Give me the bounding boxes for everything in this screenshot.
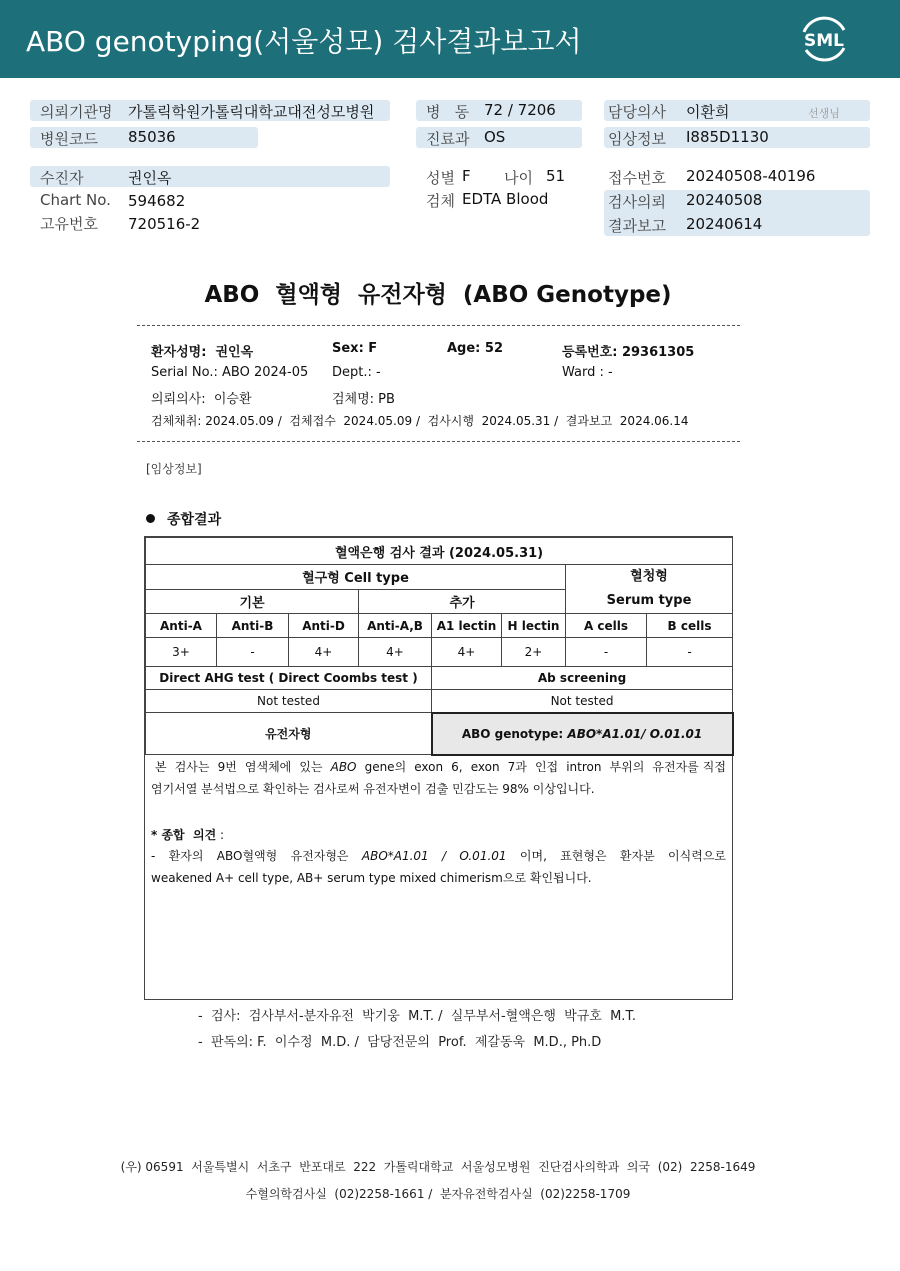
signature-testers: - 검사: 검사부서-분자유전 박기웅 M.T. / 실무부서-혈액은행 박규호 M.T. <box>198 1009 636 1024</box>
result-value: 4+ <box>432 638 502 667</box>
report-date-label: 결과보고 <box>608 217 666 235</box>
age-value: 51 <box>546 167 566 185</box>
genotype-label: 유전자형 <box>146 713 432 755</box>
signature-reviewers: - 판독의: F. 이수정 M.D. / 담당전문의 Prof. 제갈동욱 M.D., Ph.D <box>198 1035 602 1050</box>
specimen-label: 검체 <box>426 192 455 210</box>
dept-value: OS <box>484 128 506 146</box>
info-bar-patient <box>30 166 390 187</box>
opinion-text-a: - 환자의 ABO혈액형 유전자형은 <box>151 849 362 863</box>
specimen-name: 검체명: PB <box>332 392 395 407</box>
doctor-suffix: 선생님 <box>808 107 840 120</box>
result-value: 4+ <box>289 638 359 667</box>
clinical-value: I885D1130 <box>686 128 769 146</box>
basic-header: 기본 <box>146 589 359 614</box>
department: Dept.: - <box>332 365 381 380</box>
column-header: B cells <box>647 614 733 638</box>
report-date-value: 20240614 <box>686 215 763 233</box>
serum-type-header <box>566 565 733 614</box>
patient-age: Age: 52 <box>447 341 503 356</box>
age-label: 나이 <box>504 169 533 187</box>
result-value: - <box>566 638 647 667</box>
patient-label: 수진자 <box>40 169 84 187</box>
patient-name: 환자성명: 권인옥 <box>151 345 254 360</box>
blood-bank-results-table <box>145 537 734 756</box>
patient-sex: Sex: F <box>332 341 378 356</box>
result-value: - <box>647 638 733 667</box>
result-value: - <box>217 638 289 667</box>
receipt-value: 20240508-40196 <box>686 167 816 185</box>
opinion-heading <box>151 826 224 843</box>
column-header: A1 lectin <box>432 614 502 638</box>
column-header: Anti-A <box>146 614 217 638</box>
chart-value: 594682 <box>128 192 186 210</box>
opinion-colon: : <box>216 828 225 842</box>
result-value: 3+ <box>146 638 217 667</box>
ab-screening-value: Not tested <box>432 690 733 713</box>
requester-label: 의뢰기관명 <box>40 103 113 121</box>
report-title: ABO 혈액형 유전자형 (ABO Genotype) <box>204 282 672 308</box>
doctor-label: 담당의사 <box>608 103 666 121</box>
doctor-value: 이환희 <box>686 103 730 121</box>
sml-logo <box>794 12 854 66</box>
specimen-dates: 검체채취: 2024.05.09 / 검체접수 2024.05.09 / 검사시행 2024.05.31 / 결과보고 2024.06.14 <box>151 414 689 428</box>
column-header: H lectin <box>502 614 566 638</box>
divider-bottom <box>137 441 740 442</box>
specimen-value: EDTA Blood <box>462 190 549 208</box>
requesting-doctor: 의뢰의사: 이승환 <box>151 392 252 407</box>
bullet-icon <box>146 514 155 523</box>
report-header-title: ABO genotyping(서울성모) 검사결과보고서 <box>26 25 582 58</box>
test-description <box>151 756 726 800</box>
uid-value: 720516-2 <box>128 215 201 233</box>
result-value: 4+ <box>359 638 432 667</box>
dat-label: Direct AHG test ( Direct Coombs test ) <box>146 667 432 690</box>
ward-label: 병 동 <box>426 103 470 121</box>
hospital-code-value: 85036 <box>128 128 176 146</box>
serum-type-en: Serum type <box>606 593 692 608</box>
clinical-info-heading: [임상정보] <box>146 462 202 476</box>
opinion-text <box>151 845 730 889</box>
genotype-value: ABO*A1.01/ O.01.01 <box>567 726 703 741</box>
desc-gene: ABO <box>330 760 357 774</box>
clinical-label: 임상정보 <box>608 130 666 148</box>
ab-screening-label: Ab screening <box>432 667 733 690</box>
genotype-prefix: ABO genotype: <box>461 726 568 741</box>
footer-address: (우) 06591 서울특별시 서초구 반포대로 222 가톨릭대학교 서울성모병원 진단검사의학과 의국 (02) 2258-1649 <box>120 1160 756 1174</box>
column-header: A cells <box>566 614 647 638</box>
summary-section-heading <box>146 509 221 529</box>
dat-value: Not tested <box>146 690 432 713</box>
opinion-text-b: 이며, 표현형은 환자분 이식력으로 weakened A+ cell type, AB+ serum type mixed chimerism으로 확인됩니다. <box>151 849 730 885</box>
opinion-genotype: ABO*A1.01 / O.01.01 <box>361 849 507 863</box>
column-header: Anti-A,B <box>359 614 432 638</box>
column-header: Anti-B <box>217 614 289 638</box>
footer-phones: 수혈의학검사실 (02)2258-1661 / 분자유전학검사실 (02)2258-1709 <box>245 1187 631 1201</box>
receipt-label: 접수번호 <box>608 169 666 187</box>
desc-text-b: gene의 exon 6, exon 7과 인접 intron 부위의 유전자를 직접염기서열 분석법으로 확인하는 검사로써 유전자변이 검출 민감도는 98% 이상입니다. <box>151 760 726 796</box>
request-value: 20240508 <box>686 191 763 209</box>
chart-label: Chart No. <box>40 191 111 209</box>
sex-label: 성별 <box>426 169 455 187</box>
request-label: 검사의뢰 <box>608 193 666 211</box>
header-bar <box>0 0 900 78</box>
extra-header: 추가 <box>359 589 566 614</box>
table-title: 혈액은행 검사 결과 (2024.05.31) <box>146 538 733 565</box>
column-header: Anti-D <box>289 614 359 638</box>
genotype-result <box>432 713 733 755</box>
ward: Ward : - <box>562 365 613 380</box>
dept-label: 진료과 <box>426 130 470 148</box>
registration-number: 등록번호: 29361305 <box>562 345 695 360</box>
cell-type-header: 혈구형 Cell type <box>146 565 566 590</box>
ward-value: 72 / 7206 <box>484 101 556 119</box>
opinion-title: * 종합 의견 <box>151 828 217 842</box>
sex-value: F <box>462 167 471 185</box>
serum-type-ko: 혈청형 <box>630 569 668 584</box>
summary-section-title: 종합결과 <box>167 512 222 528</box>
desc-text-a: 본 검사는 9번 염색체에 있는 <box>155 760 331 774</box>
divider-top <box>137 325 740 326</box>
hospital-code-label: 병원코드 <box>40 130 98 148</box>
patient-value: 권인옥 <box>128 169 172 187</box>
requester-value: 가톨릭학원가톨릭대학교대전성모병원 <box>128 103 375 121</box>
uid-label: 고유번호 <box>40 215 98 233</box>
logo-text: SML <box>804 31 844 51</box>
result-value: 2+ <box>502 638 566 667</box>
serial-number: Serial No.: ABO 2024-05 <box>151 365 309 380</box>
